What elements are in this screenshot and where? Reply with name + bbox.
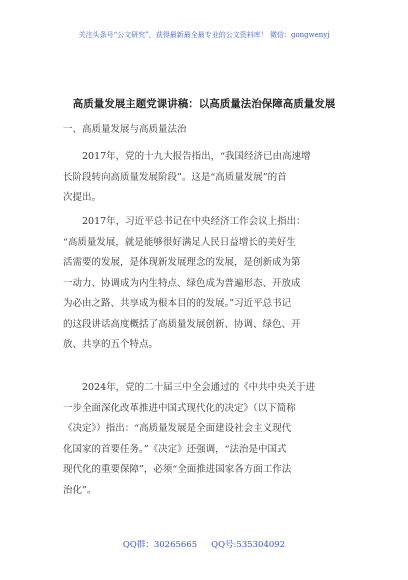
- paragraph-line: 次提出。: [63, 192, 102, 203]
- paragraph-line: 化国家的首要任务。”《决定》还强调，“法治是中国式: [63, 443, 287, 455]
- paragraph-line: 2017年，习近平总书记在中央经济工作会议上指出：: [63, 216, 306, 227]
- paragraph-line: 一步全面深化改革推进中国式现代化的决定》（以下简称: [63, 402, 296, 414]
- document-title: 高质量发展主题党课讲稿：以高质量法治保障高质量发展: [72, 98, 336, 110]
- footer-qq-number: QQ号:535304092: [211, 540, 286, 550]
- paragraph-line: 现代化的重要保障”，必须“全面推进国家各方面工作法: [63, 464, 292, 475]
- paragraph-line: 治化”。: [63, 484, 97, 496]
- paragraph-line: 2017年，党的十九大报告指出，“我国经济已由高速增: [63, 151, 311, 162]
- paragraph-line: 长阶段转向高质量发展阶段”。这是“高质量发展”的首: [63, 171, 287, 183]
- paragraph: [63, 212, 363, 356]
- section-heading: 一、高质量发展与高质量法治: [63, 124, 187, 135]
- paragraph: [63, 147, 363, 209]
- paragraph: [63, 378, 363, 501]
- paragraph-line: 一动力、协调成为内生特点、绿色成为普遍形态、开放成: [63, 277, 301, 289]
- paragraph-line: 放、共享的五个特点。: [63, 339, 159, 350]
- paragraph-line: 活需要的发展，是体现新发展理念的发展，是创新成为第: [63, 257, 301, 268]
- paragraph-line: 2024年，党的二十届三中全会通过的《中共中央关于进: [63, 382, 316, 393]
- paragraph-line: 《决定》）指出：“高质量发展是全面建设社会主义现代: [63, 423, 292, 434]
- paragraph-line: 为必由之路、共享成为根本目的的发展。”习近平总书记: [63, 298, 292, 309]
- footer-qq-group: QQ群：30265665: [122, 540, 198, 550]
- paragraph-line: “高质量发展，就是能够很好满足人民日益增长的美好生: [63, 236, 296, 248]
- footer-contact: [0, 538, 408, 550]
- paragraph-line: 的这段讲话高度概括了高质量发展创新、协调、绿色、开: [63, 318, 301, 330]
- header-promo-text: 关注头条号“公文研究”，获得最新最全最专业的公文资料库！ 微信：gongwenyj: [78, 31, 330, 39]
